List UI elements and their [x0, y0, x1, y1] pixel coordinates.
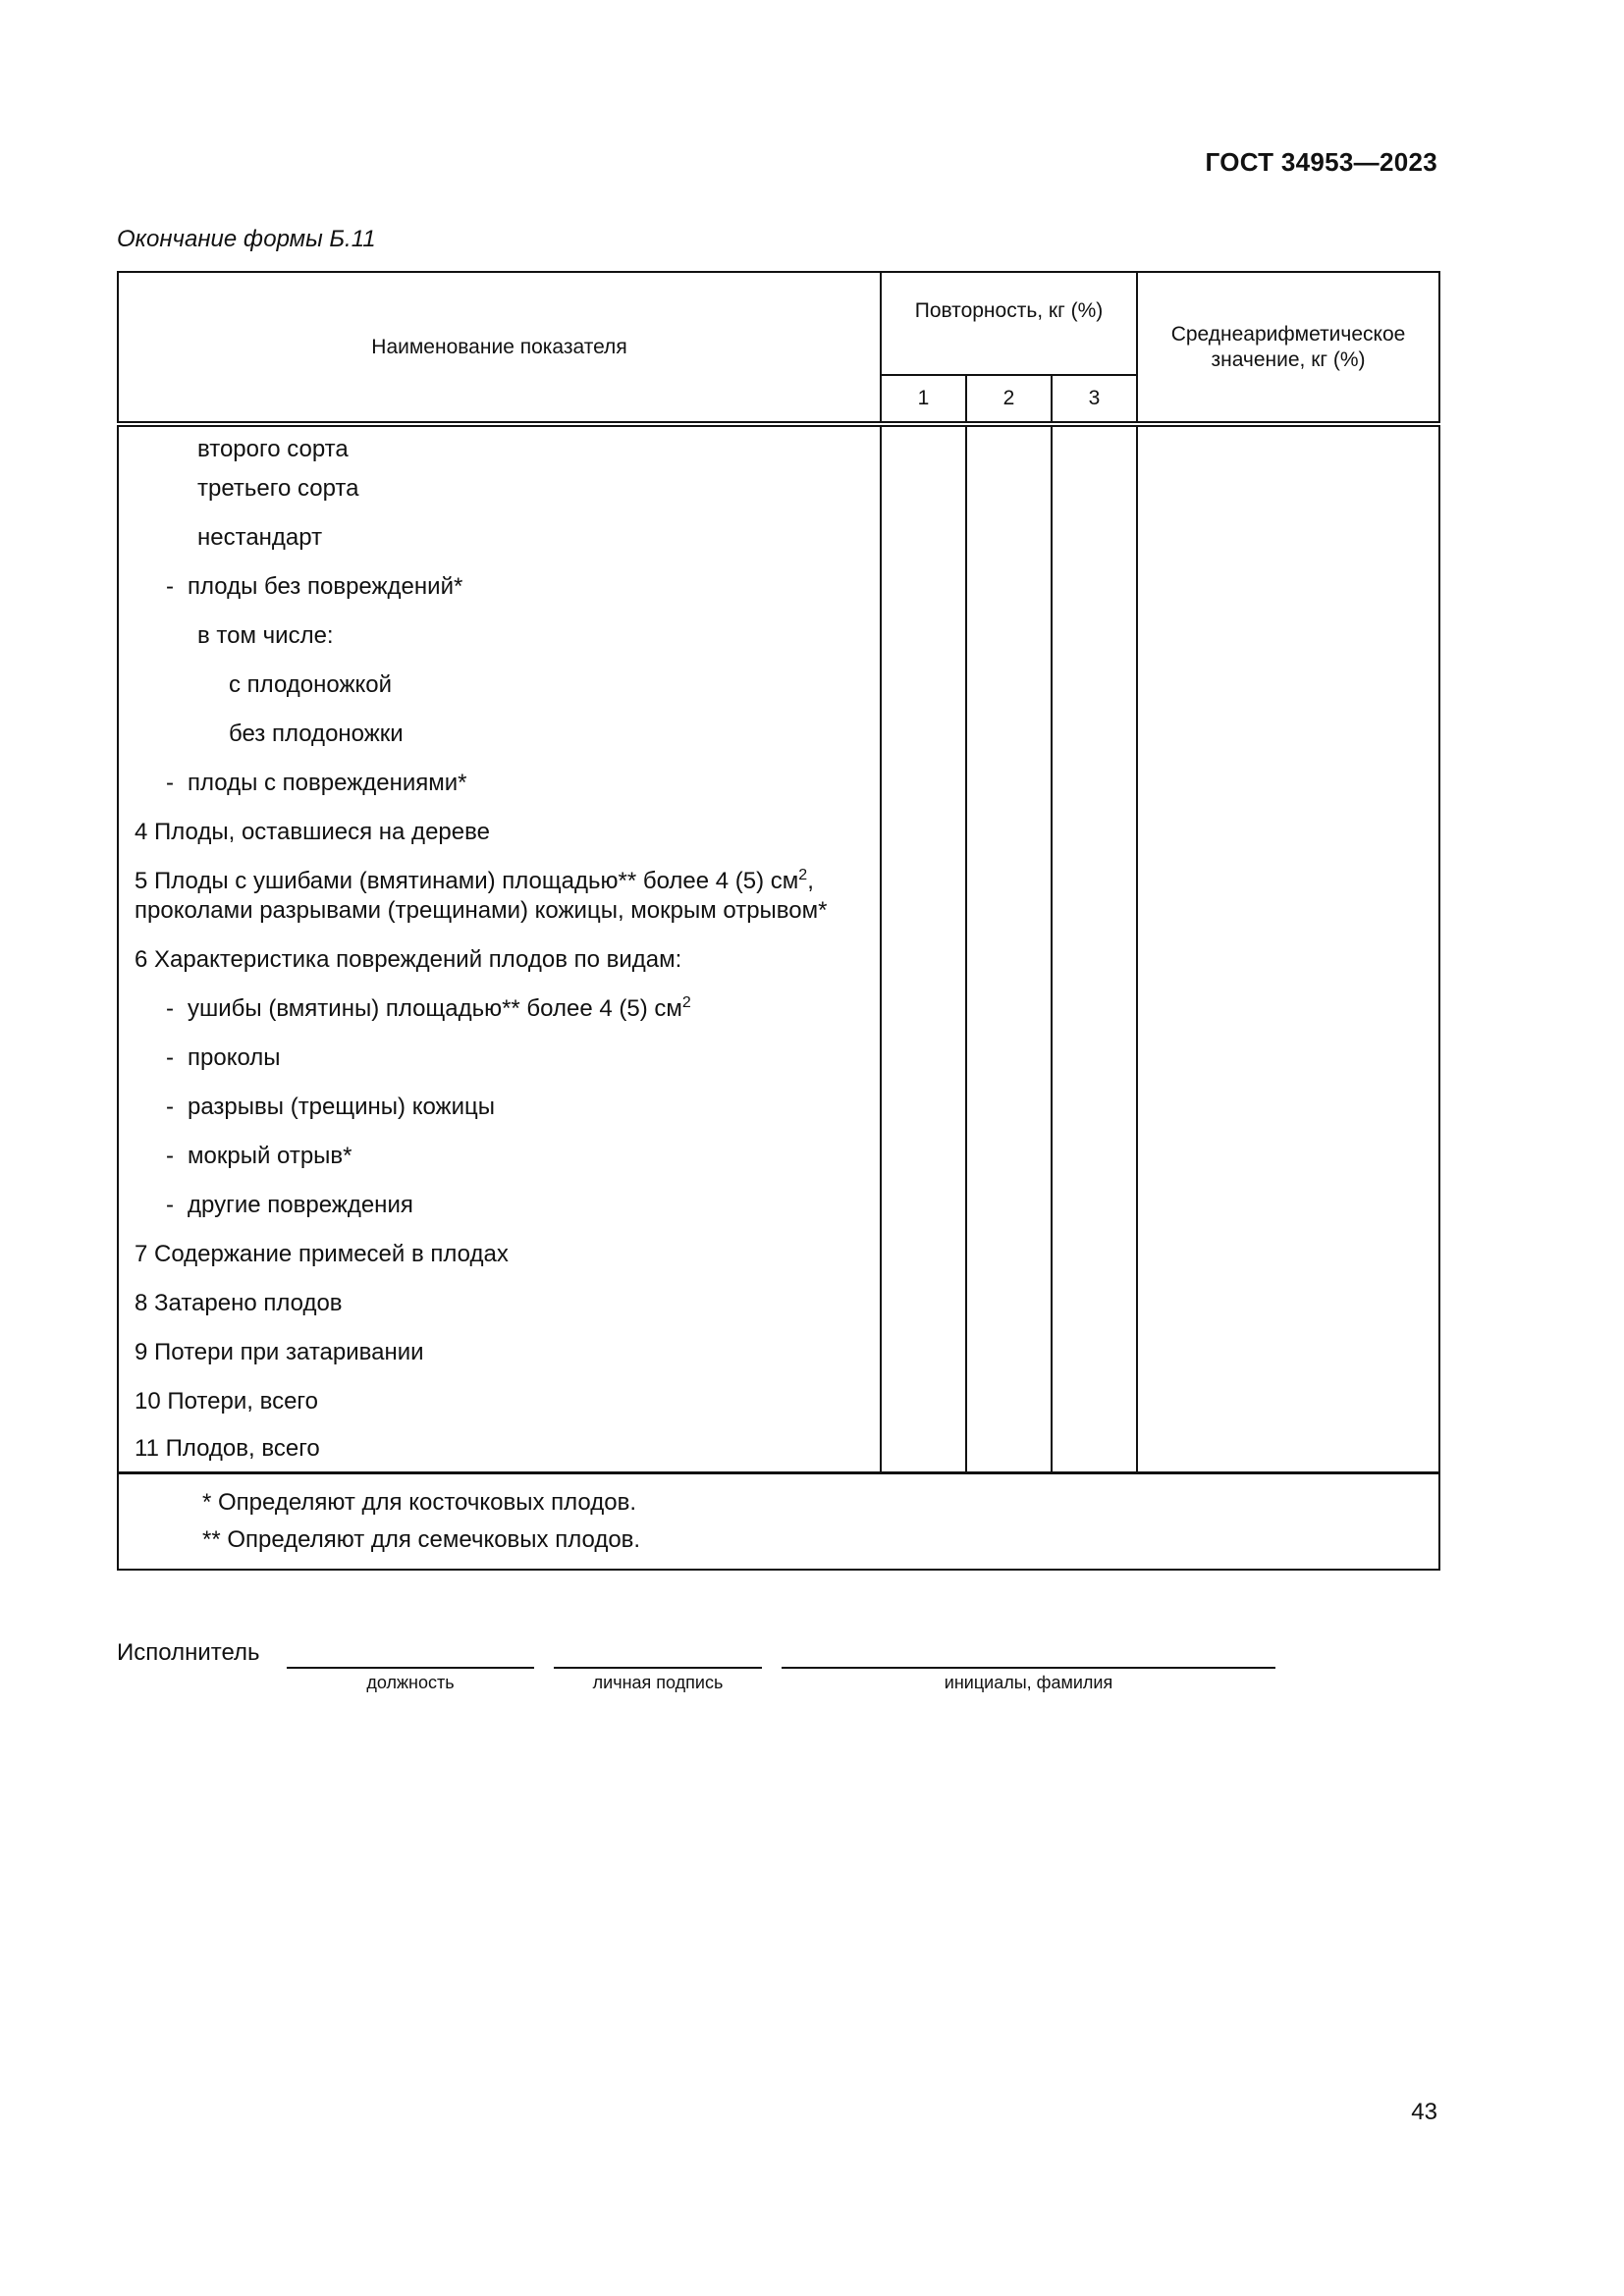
row-label: третьего сорта: [118, 464, 881, 513]
footnote-stone-fruit: * Определяют для косточковых плодов.: [202, 1489, 637, 1516]
table-header-row: [118, 272, 1439, 375]
table-row: [118, 1426, 1439, 1473]
table-row: [118, 935, 1439, 985]
value-cell-1[interactable]: [881, 1132, 966, 1181]
value-cell-3[interactable]: [1052, 1181, 1137, 1230]
row-label: с плодоножкой: [118, 661, 881, 710]
row-label-text: плоды без повреждений*: [188, 573, 463, 600]
table-row: [118, 1328, 1439, 1377]
value-cell-2[interactable]: [966, 759, 1052, 808]
row-label: 4 Плоды, оставшиеся на дереве: [118, 808, 881, 857]
row-label: нестандарт: [118, 513, 881, 562]
row-label: [118, 562, 881, 612]
list-dash: -: [166, 770, 174, 796]
superscript: 2: [681, 994, 691, 1011]
value-cell-2[interactable]: [966, 1132, 1052, 1181]
table-row: [118, 710, 1439, 759]
table-row: [118, 1377, 1439, 1426]
value-cell-3[interactable]: [1052, 1377, 1137, 1426]
value-cell-1[interactable]: [881, 424, 966, 464]
value-cell-2[interactable]: [966, 1426, 1052, 1473]
value-cell-1[interactable]: [881, 759, 966, 808]
list-dash: -: [166, 1044, 174, 1071]
value-cell-1[interactable]: [881, 513, 966, 562]
value-cell-3[interactable]: [1052, 1132, 1137, 1181]
row-label: [118, 985, 881, 1034]
row-label: [118, 1132, 881, 1181]
table-row: [118, 808, 1439, 857]
value-cell-average[interactable]: [1137, 513, 1439, 562]
value-cell-2[interactable]: [966, 1034, 1052, 1083]
table-row: [118, 985, 1439, 1034]
value-cell-1[interactable]: [881, 857, 966, 935]
value-cell-2[interactable]: [966, 1328, 1052, 1377]
value-cell-average[interactable]: [1137, 424, 1439, 464]
table-row: [118, 513, 1439, 562]
list-dash: -: [166, 1143, 174, 1169]
value-cell-average[interactable]: [1137, 1132, 1439, 1181]
value-cell-average[interactable]: [1137, 759, 1439, 808]
table-row: [118, 759, 1439, 808]
value-cell-average[interactable]: [1137, 808, 1439, 857]
value-cell-2[interactable]: [966, 464, 1052, 513]
value-cell-average[interactable]: [1137, 562, 1439, 612]
value-cell-3[interactable]: [1052, 562, 1137, 612]
header-repeat-3: 3: [1052, 375, 1137, 424]
header-repeat-2: 2: [966, 375, 1052, 424]
form-caption: Окончание формы Б.11: [117, 226, 376, 252]
list-dash: -: [166, 1094, 174, 1120]
value-cell-1[interactable]: [881, 1034, 966, 1083]
row-label: [118, 759, 881, 808]
value-cell-3[interactable]: [1052, 808, 1137, 857]
value-cell-2[interactable]: [966, 935, 1052, 985]
table-row: [118, 612, 1439, 661]
value-cell-1[interactable]: [881, 1083, 966, 1132]
header-repeatability: Повторность, кг (%): [881, 272, 1137, 375]
row-label: без плодоножки: [118, 710, 881, 759]
value-cell-2[interactable]: [966, 661, 1052, 710]
value-cell-3[interactable]: [1052, 661, 1137, 710]
value-cell-3[interactable]: [1052, 1426, 1137, 1473]
value-cell-average[interactable]: [1137, 1426, 1439, 1473]
table-row: [118, 1230, 1439, 1279]
page-number: 43: [1411, 2099, 1437, 2125]
table-row: [118, 464, 1439, 513]
footnote-pome-fruit: ** Определяют для семечковых плодов.: [202, 1526, 641, 1553]
value-cell-1[interactable]: [881, 1426, 966, 1473]
signature-label: Исполнитель: [117, 1639, 260, 1666]
value-cell-2[interactable]: [966, 513, 1052, 562]
value-cell-3[interactable]: [1052, 513, 1137, 562]
value-cell-3[interactable]: [1052, 1230, 1137, 1279]
row-label-text: ушибы (вмятины) площадью** более 4 (5) см: [188, 995, 682, 1022]
value-cell-average[interactable]: [1137, 985, 1439, 1034]
value-cell-3[interactable]: [1052, 985, 1137, 1034]
row-label: [118, 1181, 881, 1230]
row-label-text: другие повреждения: [188, 1192, 413, 1218]
value-cell-2[interactable]: [966, 985, 1052, 1034]
value-cell-1[interactable]: [881, 661, 966, 710]
value-cell-2[interactable]: [966, 612, 1052, 661]
row-label-line1-end: ,: [807, 868, 814, 894]
table-notes-row: [118, 1473, 1439, 1571]
signature-block: [117, 1639, 1295, 1708]
table-row: [118, 1181, 1439, 1230]
row-label-text: проколы: [188, 1044, 281, 1071]
table-row: [118, 661, 1439, 710]
value-cell-3[interactable]: [1052, 935, 1137, 985]
value-cell-average[interactable]: [1137, 1083, 1439, 1132]
value-cell-average[interactable]: [1137, 1328, 1439, 1377]
row-label: [118, 857, 881, 935]
row-label: 11 Плодов, всего: [118, 1426, 881, 1473]
value-cell-2[interactable]: [966, 1377, 1052, 1426]
value-cell-2[interactable]: [966, 1230, 1052, 1279]
form-table: [117, 271, 1440, 1571]
row-label: [118, 1034, 881, 1083]
value-cell-3[interactable]: [1052, 1034, 1137, 1083]
value-cell-3[interactable]: [1052, 710, 1137, 759]
table-row: [118, 424, 1439, 464]
name-field[interactable]: инициалы, фамилия: [782, 1667, 1275, 1693]
table-row: [118, 1083, 1439, 1132]
value-cell-3[interactable]: [1052, 759, 1137, 808]
value-cell-1[interactable]: [881, 562, 966, 612]
table-row: [118, 1132, 1439, 1181]
value-cell-average[interactable]: [1137, 661, 1439, 710]
value-cell-average[interactable]: [1137, 612, 1439, 661]
row-label-line2: проколами разрывами (трещинами) кожицы, мокрым отрывом*: [135, 897, 828, 924]
value-cell-average[interactable]: [1137, 1377, 1439, 1426]
value-cell-2[interactable]: [966, 1083, 1052, 1132]
value-cell-average[interactable]: [1137, 710, 1439, 759]
value-cell-3[interactable]: [1052, 424, 1137, 464]
value-cell-2[interactable]: [966, 1181, 1052, 1230]
value-cell-1[interactable]: [881, 1230, 966, 1279]
position-field[interactable]: должность: [287, 1667, 534, 1693]
table-row: [118, 1279, 1439, 1328]
value-cell-1[interactable]: [881, 935, 966, 985]
value-cell-average[interactable]: [1137, 1279, 1439, 1328]
row-label-text: разрывы (трещины) кожицы: [188, 1094, 495, 1120]
row-label: 7 Содержание примесей в плодах: [118, 1230, 881, 1279]
value-cell-1[interactable]: [881, 464, 966, 513]
header-indicator-name: Наименование показателя: [118, 272, 881, 424]
table-row: [118, 562, 1439, 612]
row-label: в том числе:: [118, 612, 881, 661]
value-cell-1[interactable]: [881, 612, 966, 661]
value-cell-2[interactable]: [966, 857, 1052, 935]
row-label: 9 Потери при затаривании: [118, 1328, 881, 1377]
document-code: ГОСТ 34953—2023: [1205, 147, 1437, 177]
value-cell-average[interactable]: [1137, 857, 1439, 935]
value-cell-average[interactable]: [1137, 935, 1439, 985]
value-cell-1[interactable]: [881, 1279, 966, 1328]
value-cell-1[interactable]: [881, 1377, 966, 1426]
table-row: [118, 1034, 1439, 1083]
signature-field[interactable]: личная подпись: [554, 1667, 762, 1693]
value-cell-3[interactable]: [1052, 1083, 1137, 1132]
value-cell-3[interactable]: [1052, 464, 1137, 513]
table-row: [118, 857, 1439, 935]
value-cell-2[interactable]: [966, 1279, 1052, 1328]
value-cell-3[interactable]: [1052, 612, 1137, 661]
value-cell-1[interactable]: [881, 808, 966, 857]
row-label: 8 Затарено плодов: [118, 1279, 881, 1328]
row-label: [118, 1083, 881, 1132]
row-label: 6 Характеристика повреждений плодов по видам:: [118, 935, 881, 985]
superscript: 2: [798, 867, 808, 883]
row-label-text: мокрый отрыв*: [188, 1143, 352, 1169]
value-cell-average[interactable]: [1137, 464, 1439, 513]
list-dash: -: [166, 1192, 174, 1218]
value-cell-average[interactable]: [1137, 1230, 1439, 1279]
value-cell-3[interactable]: [1052, 1279, 1137, 1328]
value-cell-1[interactable]: [881, 710, 966, 759]
value-cell-2[interactable]: [966, 424, 1052, 464]
list-dash: -: [166, 995, 174, 1022]
value-cell-2[interactable]: [966, 562, 1052, 612]
row-label-text: плоды с повреждениями*: [188, 770, 467, 796]
value-cell-1[interactable]: [881, 1328, 966, 1377]
value-cell-average[interactable]: [1137, 1181, 1439, 1230]
table-notes: [118, 1473, 1439, 1571]
header-repeat-1: 1: [881, 375, 966, 424]
value-cell-average[interactable]: [1137, 1034, 1439, 1083]
value-cell-3[interactable]: [1052, 1328, 1137, 1377]
value-cell-2[interactable]: [966, 808, 1052, 857]
value-cell-1[interactable]: [881, 985, 966, 1034]
value-cell-2[interactable]: [966, 710, 1052, 759]
value-cell-1[interactable]: [881, 1181, 966, 1230]
value-cell-3[interactable]: [1052, 857, 1137, 935]
list-dash: -: [166, 573, 174, 600]
row-label-line1: 5 Плоды с ушибами (вмятинами) площадью** более 4 (5) см: [135, 868, 799, 894]
row-label: 10 Потери, всего: [118, 1377, 881, 1426]
row-label: второго сорта: [118, 424, 881, 464]
header-average-value: Среднеарифметическое значение, кг (%): [1137, 272, 1439, 424]
